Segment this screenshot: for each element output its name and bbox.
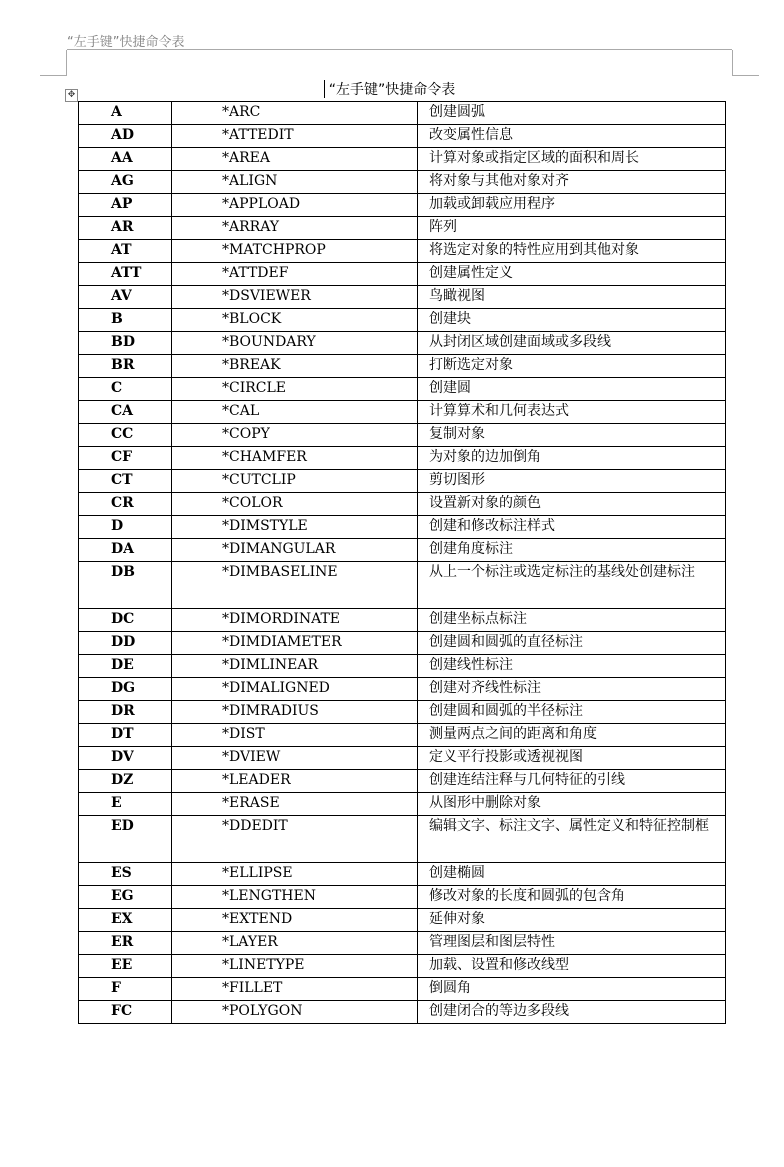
description-cell[interactable]: 计算对象或指定区域的面积和周长: [418, 148, 726, 171]
table-row: [79, 932, 726, 955]
command-cell[interactable]: *DIMBASELINE: [172, 562, 418, 609]
alias-cell[interactable]: BR: [79, 355, 172, 378]
command-cell[interactable]: *CIRCLE: [172, 378, 418, 401]
table-row: [79, 447, 726, 470]
description-cell[interactable]: 计算算术和几何表达式: [418, 401, 726, 424]
description-cell[interactable]: 阵列: [418, 217, 726, 240]
command-cell[interactable]: *DVIEW: [172, 747, 418, 770]
command-cell[interactable]: *ATTEDIT: [172, 125, 418, 148]
description-cell[interactable]: 创建和修改标注样式: [418, 516, 726, 539]
table-row: [79, 217, 726, 240]
description-cell[interactable]: 创建圆和圆弧的直径标注: [418, 632, 726, 655]
alias-cell[interactable]: AV: [79, 286, 172, 309]
crop-mark-left: [40, 50, 67, 76]
description-cell[interactable]: 修改对象的长度和圆弧的包含角: [418, 886, 726, 909]
command-cell[interactable]: *ERASE: [172, 793, 418, 816]
description-cell[interactable]: 创建连结注释与几何特征的引线: [418, 770, 726, 793]
command-cell[interactable]: *ALIGN: [172, 171, 418, 194]
alias-cell[interactable]: D: [79, 516, 172, 539]
command-cell[interactable]: *MATCHPROP: [172, 240, 418, 263]
description-cell[interactable]: 剪切图形: [418, 470, 726, 493]
table-row: [79, 678, 726, 701]
command-cell[interactable]: *DSVIEWER: [172, 286, 418, 309]
table-row: [79, 770, 726, 793]
table-row: [79, 332, 726, 355]
description-cell[interactable]: 从上一个标注或选定标注的基线处创建标注: [418, 562, 726, 609]
command-cell[interactable]: *DIMANGULAR: [172, 539, 418, 562]
description-cell[interactable]: 从封闭区域创建面域或多段线: [418, 332, 726, 355]
alias-cell[interactable]: AA: [79, 148, 172, 171]
description-cell[interactable]: 创建线性标注: [418, 655, 726, 678]
table-row: [79, 171, 726, 194]
description-cell[interactable]: 复制对象: [418, 424, 726, 447]
crop-mark-right: [732, 50, 759, 76]
command-cell[interactable]: *DIMSTYLE: [172, 516, 418, 539]
description-cell[interactable]: 设置新对象的颜色: [418, 493, 726, 516]
alias-cell[interactable]: DZ: [79, 770, 172, 793]
command-cell[interactable]: *DIMLINEAR: [172, 655, 418, 678]
command-cell[interactable]: *ELLIPSE: [172, 863, 418, 886]
command-cell[interactable]: *EXTEND: [172, 909, 418, 932]
description-cell[interactable]: 打断选定对象: [418, 355, 726, 378]
description-cell[interactable]: 创建角度标注: [418, 539, 726, 562]
description-cell[interactable]: 延伸对象: [418, 909, 726, 932]
alias-cell[interactable]: DC: [79, 609, 172, 632]
alias-cell[interactable]: ES: [79, 863, 172, 886]
header-rule: [67, 49, 732, 50]
table-row: [79, 424, 726, 447]
table-row: [79, 562, 726, 609]
description-cell[interactable]: 创建闭合的等边多段线: [418, 1001, 726, 1024]
description-cell[interactable]: 测量两点之间的距离和角度: [418, 724, 726, 747]
table-row: [79, 793, 726, 816]
alias-cell[interactable]: DR: [79, 701, 172, 724]
command-cell[interactable]: *ATTDEF: [172, 263, 418, 286]
alias-cell[interactable]: B: [79, 309, 172, 332]
alias-cell[interactable]: DV: [79, 747, 172, 770]
table-row: [79, 632, 726, 655]
alias-cell[interactable]: DA: [79, 539, 172, 562]
table-row: [79, 263, 726, 286]
command-cell[interactable]: *CHAMFER: [172, 447, 418, 470]
alias-cell[interactable]: DB: [79, 562, 172, 609]
command-cell[interactable]: *ARRAY: [172, 217, 418, 240]
alias-cell[interactable]: AT: [79, 240, 172, 263]
alias-cell[interactable]: BD: [79, 332, 172, 355]
description-cell[interactable]: 加载或卸载应用程序: [418, 194, 726, 217]
table-row: [79, 655, 726, 678]
table-row: [79, 493, 726, 516]
table-row: [79, 816, 726, 863]
shortcut-table: [78, 101, 726, 1024]
description-cell[interactable]: 管理图层和图层特性: [418, 932, 726, 955]
table-row: [79, 978, 726, 1001]
command-cell[interactable]: *LAYER: [172, 932, 418, 955]
description-cell[interactable]: 创建坐标点标注: [418, 609, 726, 632]
table-row: [79, 955, 726, 978]
table-row: [79, 747, 726, 770]
table-row: [79, 909, 726, 932]
command-cell[interactable]: *LEADER: [172, 770, 418, 793]
alias-cell[interactable]: CR: [79, 493, 172, 516]
description-cell[interactable]: 创建属性定义: [418, 263, 726, 286]
table-row: [79, 240, 726, 263]
table-row: [79, 863, 726, 886]
alias-cell[interactable]: F: [79, 978, 172, 1001]
alias-cell[interactable]: EE: [79, 955, 172, 978]
description-cell[interactable]: 鸟瞰视图: [418, 286, 726, 309]
command-cell[interactable]: *DIMRADIUS: [172, 701, 418, 724]
alias-cell[interactable]: EX: [79, 909, 172, 932]
table-row: [79, 102, 726, 125]
command-cell[interactable]: *ARC: [172, 102, 418, 125]
alias-cell[interactable]: CF: [79, 447, 172, 470]
table-row: [79, 886, 726, 909]
description-cell[interactable]: 创建圆弧: [418, 102, 726, 125]
alias-cell[interactable]: C: [79, 378, 172, 401]
page-header: “左手键”快捷命令表: [67, 35, 185, 50]
table-row: [79, 724, 726, 747]
description-cell[interactable]: 改变属性信息: [418, 125, 726, 148]
description-cell[interactable]: 倒圆角: [418, 978, 726, 1001]
table-row: [79, 401, 726, 424]
alias-cell[interactable]: ATT: [79, 263, 172, 286]
table-row: [79, 470, 726, 493]
command-cell[interactable]: *CUTCLIP: [172, 470, 418, 493]
description-cell[interactable]: 为对象的边加倒角: [418, 447, 726, 470]
alias-cell[interactable]: A: [79, 102, 172, 125]
table-row: [79, 539, 726, 562]
table-row: [79, 194, 726, 217]
table-row: [79, 378, 726, 401]
alias-cell[interactable]: EG: [79, 886, 172, 909]
description-cell[interactable]: 创建圆: [418, 378, 726, 401]
description-cell[interactable]: 创建对齐线性标注: [418, 678, 726, 701]
table-row: [79, 609, 726, 632]
command-cell[interactable]: *CAL: [172, 401, 418, 424]
table-row: [79, 286, 726, 309]
table-row: [79, 125, 726, 148]
command-cell[interactable]: *AREA: [172, 148, 418, 171]
alias-cell[interactable]: AG: [79, 171, 172, 194]
description-cell[interactable]: 将选定对象的特性应用到其他对象: [418, 240, 726, 263]
command-cell[interactable]: *APPLOAD: [172, 194, 418, 217]
alias-cell[interactable]: DE: [79, 655, 172, 678]
command-cell[interactable]: *COPY: [172, 424, 418, 447]
shortcut-table-body: [79, 102, 726, 1024]
alias-cell[interactable]: DD: [79, 632, 172, 655]
description-cell[interactable]: 从图形中删除对象: [418, 793, 726, 816]
table-row: [79, 516, 726, 539]
alias-cell[interactable]: CT: [79, 470, 172, 493]
command-cell[interactable]: *POLYGON: [172, 1001, 418, 1024]
description-cell[interactable]: 创建椭圆: [418, 863, 726, 886]
table-row: [79, 148, 726, 171]
table-move-handle-icon[interactable]: ✥: [65, 89, 78, 102]
alias-cell[interactable]: AR: [79, 217, 172, 240]
command-cell[interactable]: *DIMORDINATE: [172, 609, 418, 632]
command-cell[interactable]: *BREAK: [172, 355, 418, 378]
description-cell[interactable]: 将对象与其他对象对齐: [418, 171, 726, 194]
command-cell[interactable]: *DDEDIT: [172, 816, 418, 863]
table-row: [79, 701, 726, 724]
command-cell[interactable]: *BLOCK: [172, 309, 418, 332]
document-title: “左手键”快捷命令表: [328, 82, 456, 98]
alias-cell[interactable]: CC: [79, 424, 172, 447]
description-cell[interactable]: 创建块: [418, 309, 726, 332]
alias-cell[interactable]: DT: [79, 724, 172, 747]
command-cell[interactable]: *DIMALIGNED: [172, 678, 418, 701]
description-cell[interactable]: 编辑文字、标注文字、属性定义和特征控制框: [418, 816, 726, 863]
description-cell[interactable]: 定义平行投影或透视视图: [418, 747, 726, 770]
description-cell[interactable]: 创建圆和圆弧的半径标注: [418, 701, 726, 724]
command-cell[interactable]: *LENGTHEN: [172, 886, 418, 909]
alias-cell[interactable]: AP: [79, 194, 172, 217]
alias-cell[interactable]: E: [79, 793, 172, 816]
alias-cell[interactable]: ER: [79, 932, 172, 955]
command-cell[interactable]: *LINETYPE: [172, 955, 418, 978]
command-cell[interactable]: *FILLET: [172, 978, 418, 1001]
alias-cell[interactable]: FC: [79, 1001, 172, 1024]
command-cell[interactable]: *BOUNDARY: [172, 332, 418, 355]
table-row: [79, 355, 726, 378]
command-cell[interactable]: *COLOR: [172, 493, 418, 516]
table-row: [79, 309, 726, 332]
alias-cell[interactable]: ED: [79, 816, 172, 863]
alias-cell[interactable]: CA: [79, 401, 172, 424]
alias-cell[interactable]: AD: [79, 125, 172, 148]
command-cell[interactable]: *DIST: [172, 724, 418, 747]
alias-cell[interactable]: DG: [79, 678, 172, 701]
description-cell[interactable]: 加载、设置和修改线型: [418, 955, 726, 978]
table-row: [79, 1001, 726, 1024]
command-cell[interactable]: *DIMDIAMETER: [172, 632, 418, 655]
